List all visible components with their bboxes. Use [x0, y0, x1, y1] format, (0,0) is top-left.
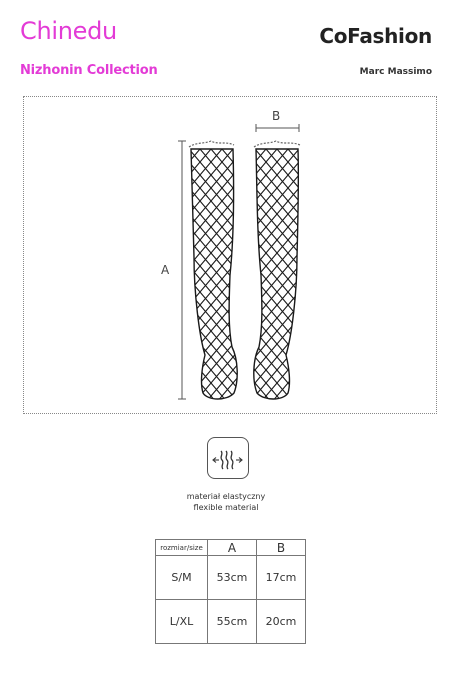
table-row — [156, 556, 306, 600]
size-table-col-b: B — [257, 540, 306, 556]
brand-logo: CoFashion — [319, 24, 432, 48]
feature-label-pl: materiał elastyczny — [186, 492, 266, 501]
left-stocking — [184, 137, 244, 407]
size-table-corner-label: rozmiar/size — [156, 540, 208, 556]
stockings-illustration — [24, 97, 438, 415]
right-stocking — [249, 137, 309, 407]
size-table-header — [156, 540, 306, 556]
feature-label-en: flexible material — [193, 503, 259, 512]
dimension-a-label: A — [161, 263, 170, 277]
table-row — [156, 600, 306, 644]
designer-name: Marc Massimo — [359, 67, 432, 77]
size-table-col-a: A — [208, 540, 257, 556]
product-name: Chinedu — [20, 17, 117, 45]
size-cell: S/M — [156, 556, 208, 600]
measure-a-cell: 55cm — [208, 600, 257, 644]
size-table — [155, 539, 306, 644]
dimension-b-label: B — [272, 109, 281, 123]
measure-b-cell: 17cm — [257, 556, 306, 600]
dimension-a-line — [178, 141, 186, 399]
measure-b-cell: 20cm — [257, 600, 306, 644]
product-diagram — [23, 96, 437, 414]
measure-a-cell: 53cm — [208, 556, 257, 600]
dimension-b-line — [256, 124, 299, 132]
size-cell: L/XL — [156, 600, 208, 644]
collection-name: Nizhonin Collection — [20, 63, 158, 78]
elastic-waves-icon — [207, 437, 249, 479]
